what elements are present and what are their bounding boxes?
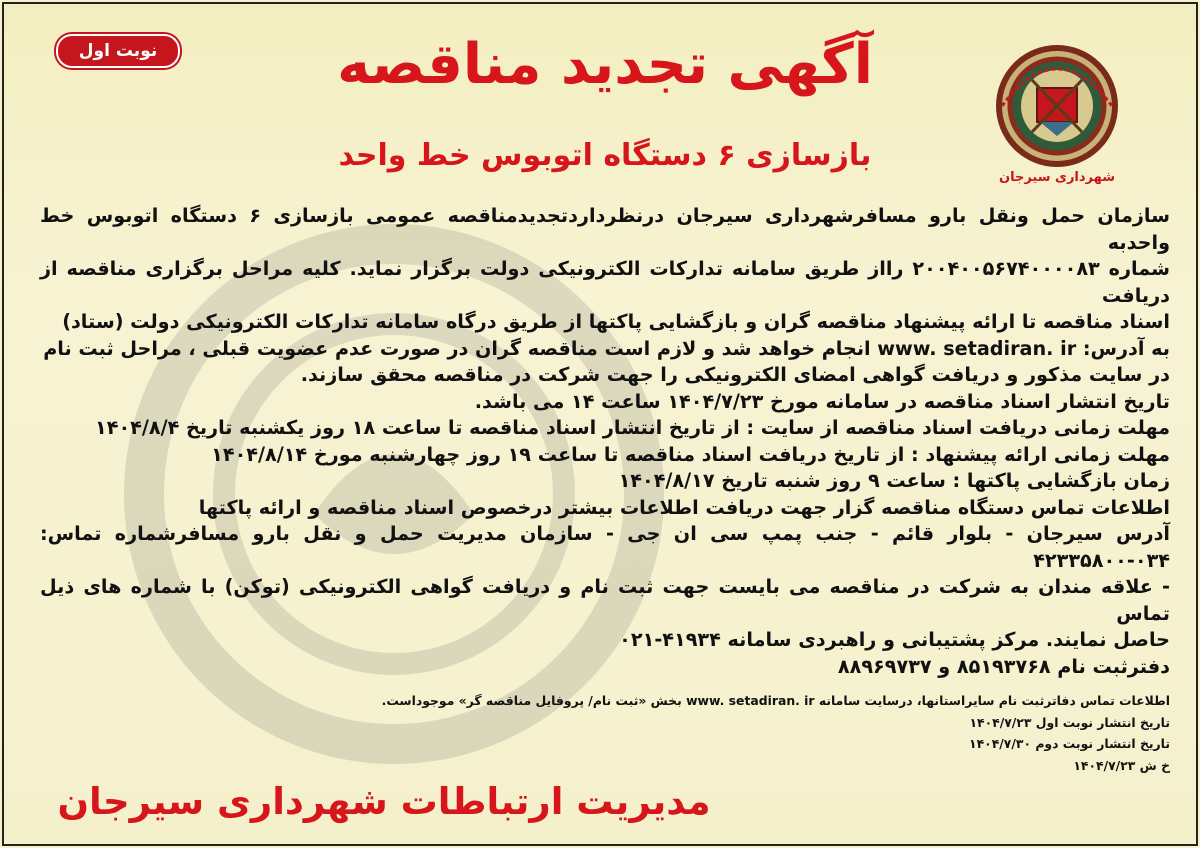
advertisement-frame bbox=[2, 2, 1198, 846]
publish-date-line: تاریخ انتشار اسناد مناقصه در سامانه مورخ ۱۴۰۴/۷/۲۳ ساعت ۱۴ می باشد. bbox=[474, 389, 1170, 413]
small-line bbox=[204, 690, 1170, 712]
proposal-deadline-line: مهلت زمانی ارائه پیشنهاد : از تاریخ دریافت اسناد مناقصه تا ساعت ۱۹ روز چهارشنبه مورخ ۱۴۰۴/۸/۱۴ bbox=[211, 442, 1170, 466]
first-publish-date: تاریخ انتشار نوبت اول ۱۴۰۴/۷/۲۳ bbox=[969, 714, 1170, 730]
small-text-part: اطلاعات تماس دفاترثبت نام سایراستانها، درسایت سامانه bbox=[818, 693, 1170, 708]
body-line bbox=[40, 336, 1170, 363]
page-subtitle: بازسازی ۶ دستگاه اتوبوس خط واحد bbox=[338, 138, 872, 173]
contact-heading-line: اطلاعات تماس دستگاه مناقصه گزار جهت دریافت اطلاعات بیشتر درخصوص اسناد مناقصه و ارائه پاکتها bbox=[198, 495, 1170, 519]
address-line: آدرس سیرجان - بلوار قائم - جنب پمپ سی ان جی - سازمان مدیریت حمل و نقل بارو مسافرشماره تماس: ۰۳۴-۴۲۳۳۵۸۰۰ bbox=[40, 522, 1170, 572]
small-text-part: بخش «ثبت نام/ پروفایل مناقصه گر» موجوداست. bbox=[381, 693, 682, 708]
page-title: آگهی تجدید مناقصه bbox=[337, 32, 873, 97]
address-prefix: به آدرس: bbox=[1082, 336, 1170, 360]
body-line: در سایت مذکور و دریافت گواهی امضای الکترونیکی را جهت شرکت در مناقصه محقق سازند. bbox=[300, 363, 1170, 386]
municipality-logo bbox=[984, 40, 1130, 190]
body-line: اسناد مناقصه تا ارائه پیشنهاد مناقصه گران و بازگشایی پاکتها از طریق درگاه سامانه تدارکات الکترونیکی دولت (ستاد) bbox=[62, 310, 1170, 333]
setad-url: www. setadiran. ir bbox=[877, 336, 1077, 360]
body-line: سازمان حمل ونقل بارو مسافرشهرداری سیرجان درنظرداردتجدیدمناقصه عمومی بازسازی ۶ دستگاه اتوبوس خط واحدبه bbox=[40, 204, 1170, 254]
announcement-body bbox=[40, 203, 1170, 680]
body-line: - علاقه مندان به شرکت در مناقصه می بایست جهت ثبت نام و دریافت گواهی الکترونیکی (توکن) با شماره های ذیل تماس bbox=[40, 575, 1170, 625]
municipality-emblem-icon bbox=[984, 40, 1130, 190]
reference-code: خ ش ۱۴۰۴/۷/۲۳ bbox=[1073, 757, 1170, 773]
body-line: شماره ۲۰۰۴۰۰۵۶۷۴۰۰۰۰۸۳ رااز طریق سامانه تدارکات الکترونیکی دولت برگزار نماید. کلیه مراحل برگزاری مناقصه از دریافت bbox=[40, 257, 1170, 307]
setad-url-small: www. setadiran. ir bbox=[686, 693, 815, 708]
address-rest: انجام خواهد شد و لازم است مناقصه گران در صورت عدم عضویت قبلی ، مراحل ثبت نام bbox=[43, 336, 871, 360]
logo-caption: شهرداری سیرجان bbox=[998, 170, 1116, 185]
support-center-line: حاصل نمایند. مرکز پشتیبانی و راهبردی سامانه ۴۱۹۳۴-۰۲۱ bbox=[619, 628, 1170, 651]
registration-office-line: دفترثبت نام ۸۵۱۹۳۷۶۸ و ۸۸۹۶۹۷۳۷ bbox=[837, 654, 1170, 678]
first-turn-badge: نوبت اول bbox=[56, 34, 180, 68]
second-publish-date: تاریخ انتشار نوبت دوم ۱۴۰۴/۷/۳۰ bbox=[969, 736, 1170, 751]
document-deadline-line: مهلت زمانی دریافت اسناد مناقصه از سایت : از تاریخ انتشار اسناد مناقصه تا ساعت ۱۸ روز یکشنبه تاریخ ۱۴۰۴/۸/۴ bbox=[95, 416, 1170, 439]
opening-time-line: زمان بازگشایی پاکتها : ساعت ۹ روز شنبه تاریخ ۱۴۰۴/۸/۱۷ bbox=[618, 469, 1170, 492]
publication-details bbox=[204, 690, 1170, 776]
footer-signature: مدیریت ارتباطات شهرداری سیرجان bbox=[57, 780, 711, 823]
